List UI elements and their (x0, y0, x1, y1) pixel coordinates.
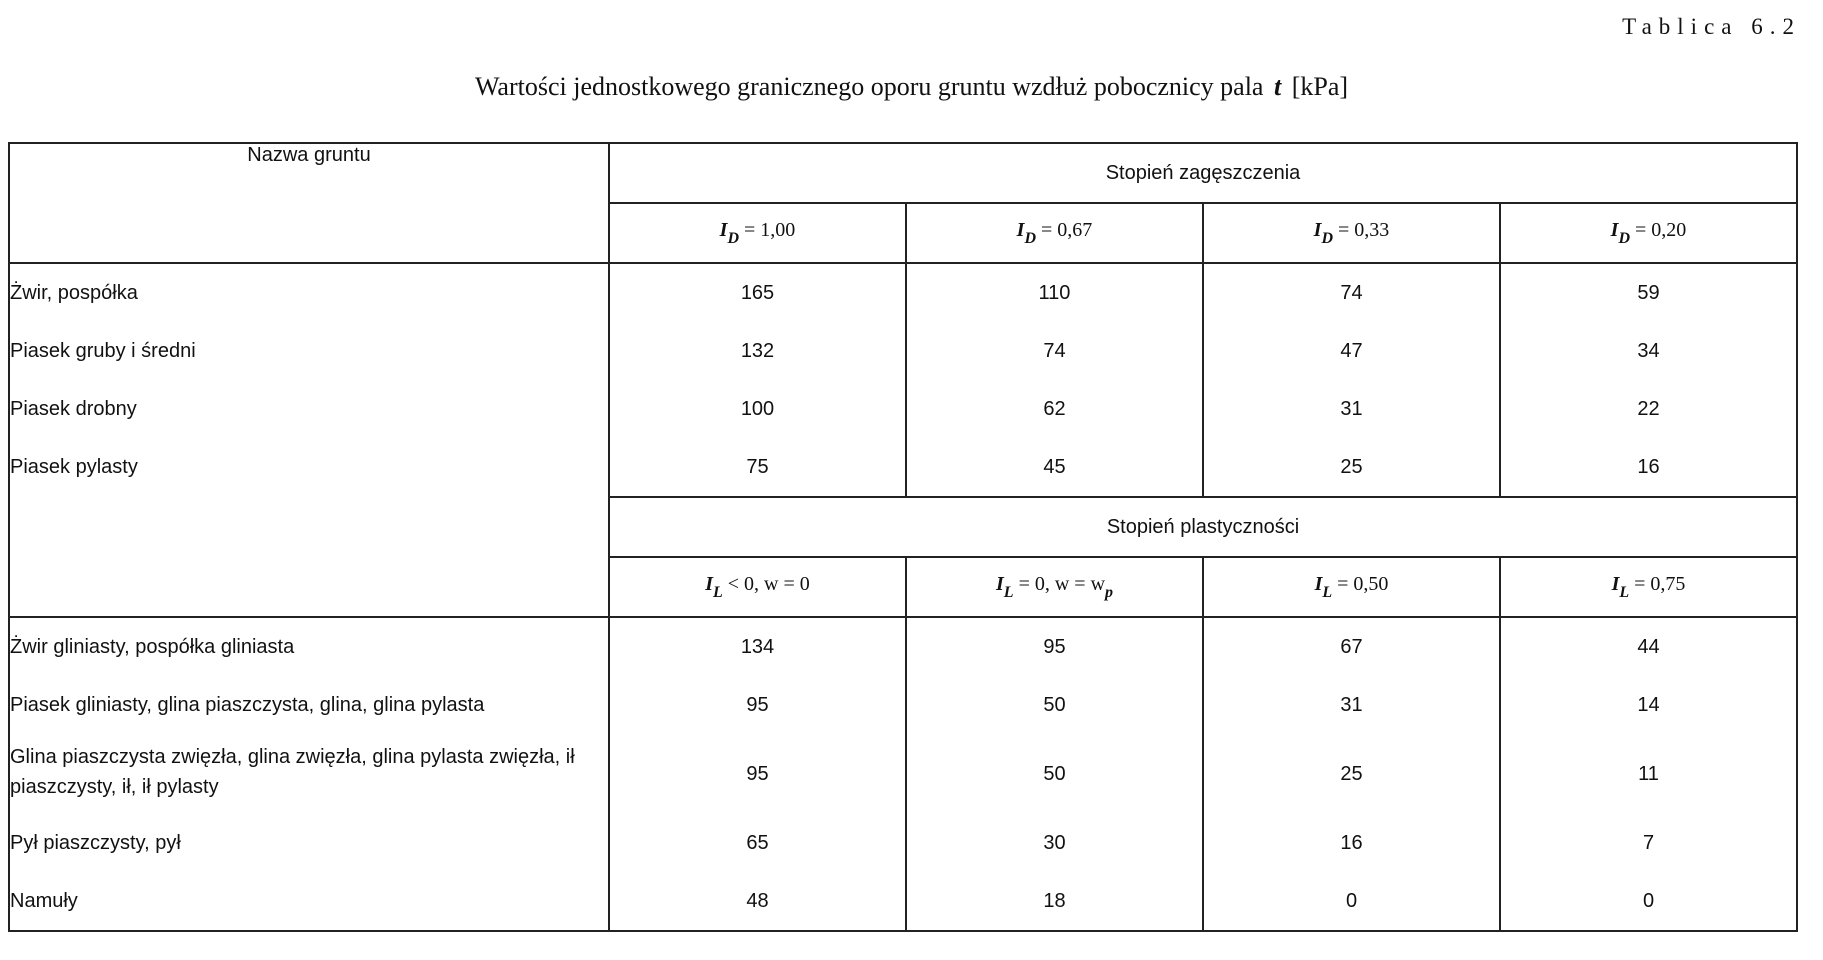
section2-col-3 (1203, 617, 1500, 931)
value-cell: 67 (1340, 636, 1363, 658)
section1-row (9, 263, 1797, 497)
value-cell: 45 (1043, 456, 1066, 478)
header-compaction-degree: Stopień zagęszczenia (609, 143, 1797, 203)
value-cell: 62 (1043, 398, 1066, 420)
value-cell: 30 (1043, 832, 1066, 854)
value-cell: 31 (1340, 694, 1363, 716)
value-cell: 0 (1345, 890, 1358, 912)
value-cell: 16 (1340, 832, 1363, 854)
value-cell: 18 (1043, 890, 1066, 912)
value-cell: 95 (1043, 636, 1066, 658)
header-soil-name: Nazwa gruntu (9, 143, 609, 263)
value-cell: 44 (1637, 636, 1660, 658)
soil-name: Piasek drobny (10, 398, 137, 420)
section2-col-4 (1500, 617, 1797, 931)
soil-name: Piasek gliniasty, glina piaszczysta, glina, glina pylasta (10, 694, 485, 716)
table-number: Tablica 6.2 (1622, 14, 1801, 39)
value-cell: 11 (1638, 763, 1659, 785)
value-cell: 50 (1043, 763, 1066, 785)
param-cell: $I_D = 0,20$ (1500, 203, 1797, 263)
param-cell: $I_L = 0,50$ (1203, 557, 1500, 617)
value-cell: 16 (1637, 456, 1660, 478)
section1-col-4 (1500, 263, 1797, 497)
param-cell: $I_L = 0$, $w = w_p$ (906, 557, 1203, 617)
value-cell: 14 (1637, 694, 1660, 716)
header-plasticity-degree: Stopień plastyczności (609, 497, 1797, 557)
param-cell: $I_D = 0,33$ (1203, 203, 1500, 263)
soil-name: Pył piaszczysty, pył (10, 832, 181, 854)
section1-col-2 (906, 263, 1203, 497)
value-cell: 0 (1642, 890, 1655, 912)
section2-names (9, 617, 609, 931)
value-cell: 74 (1340, 282, 1363, 304)
param-cell: $I_D = 1,00$ (609, 203, 906, 263)
value-cell: 75 (746, 456, 769, 478)
caption-symbol: t (1273, 72, 1282, 101)
section1-col-3 (1203, 263, 1500, 497)
value-cell: 134 (740, 636, 775, 658)
value-cell: 48 (746, 890, 769, 912)
value-cell: 25 (1340, 456, 1363, 478)
soil-name: Glina piaszczysta zwięzła, glina zwięzła, glina pylasta zwięzła, ił piaszczysty, ił, ił pylasty (10, 746, 575, 798)
value-cell: 95 (746, 763, 769, 785)
value-cell: 31 (1340, 398, 1363, 420)
soil-name: Namuły (10, 890, 78, 912)
value-cell: 7 (1642, 832, 1655, 854)
value-cell: 50 (1043, 694, 1066, 716)
value-cell: 25 (1340, 763, 1363, 785)
value-cell: 22 (1637, 398, 1660, 420)
table-caption (0, 72, 1823, 102)
value-cell: 34 (1637, 340, 1660, 362)
value-cell: 95 (746, 694, 769, 716)
value-cell: 65 (746, 832, 769, 854)
section2-col-2 (906, 617, 1203, 931)
param-cell: $I_D = 0,67$ (906, 203, 1203, 263)
section2-col-1 (609, 617, 906, 931)
param-cell: $I_L < 0$, w = 0 (609, 557, 906, 617)
section1-names (9, 263, 609, 617)
value-cell: 110 (1038, 282, 1071, 304)
soil-resistance-table (8, 142, 1798, 932)
soil-name: Żwir, pospółka (10, 282, 138, 304)
value-cell: 100 (740, 398, 775, 420)
value-cell: 47 (1340, 340, 1363, 362)
soil-name: Piasek pylasty (10, 456, 138, 478)
value-cell: 165 (740, 282, 775, 304)
value-cell: 132 (740, 340, 775, 362)
caption-unit: [kPa] (1291, 72, 1349, 101)
param-cell: $I_L = 0,75$ (1500, 557, 1797, 617)
value-cell: 74 (1043, 340, 1066, 362)
soil-name: Piasek gruby i średni (10, 340, 196, 362)
caption-text: Wartości jednostkowego granicznego oporu gruntu wzdłuż pobocznicy pala (474, 72, 1264, 101)
section2-row (9, 617, 1797, 931)
soil-name: Żwir gliniasty, pospółka gliniasta (10, 636, 295, 658)
value-cell: 59 (1637, 282, 1660, 304)
section1-col-1 (609, 263, 906, 497)
